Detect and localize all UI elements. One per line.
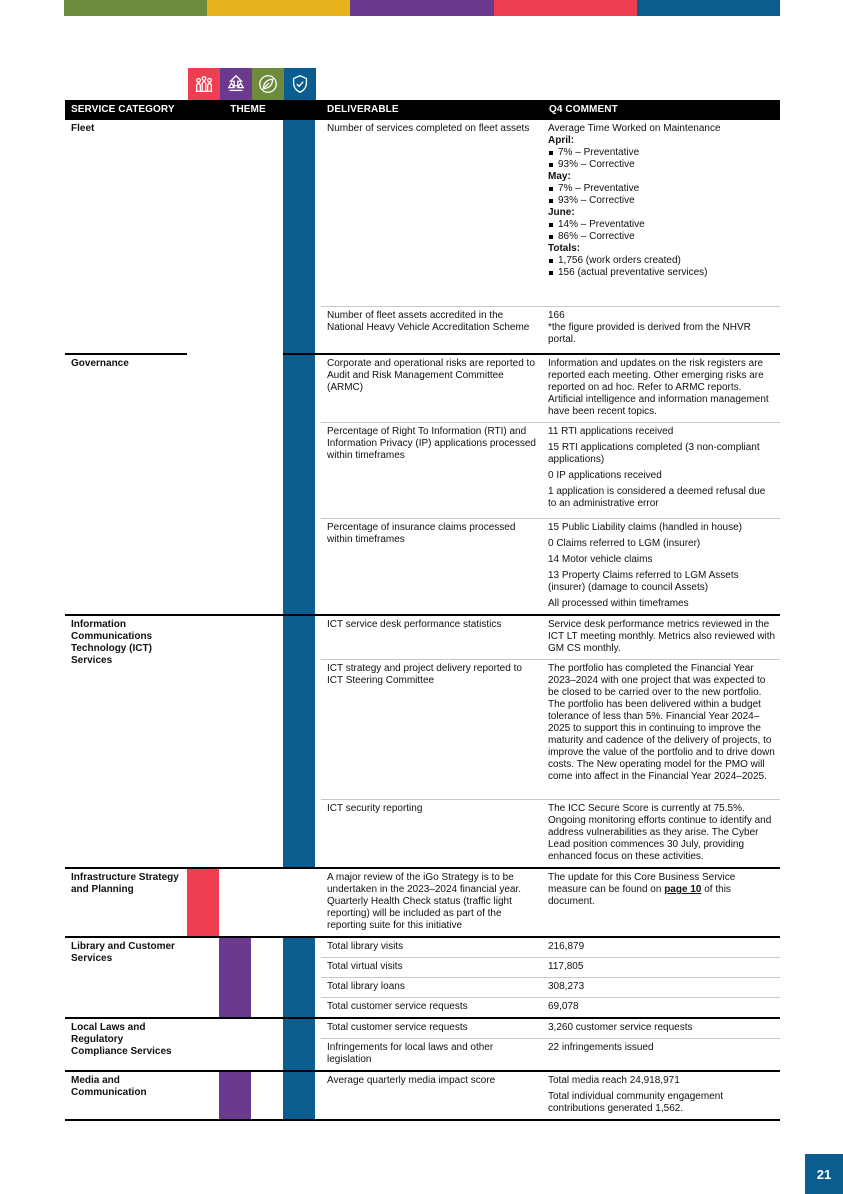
- top-color-bar: [64, 0, 780, 16]
- comment-text: Total individual community engagement contributions generated 1,562.: [548, 1091, 724, 1114]
- comment-cell: 308,273: [543, 978, 780, 998]
- comment-cell: The portfolio has completed the Financial Year 2023–2024 with one project that was expected to be closed to be carried over to the new portfolio. The portfolio has been delivered within a budget tolerance of less than 5%. Financial Year 2024–2025 to support this in continuing to improve the maturity and cadence of the delivery of projects, to improve the value of the portfolio and to drive down costs. The New operating model for the PMO will come into affect in the Financial Year 2024–2025.: [543, 660, 780, 800]
- comment-cell: 69,078: [543, 998, 780, 1019]
- deliverable-cell: Number of services completed on fleet assets: [321, 120, 543, 306]
- category-library: Library and Customer Services: [65, 937, 187, 1018]
- deliverable-cell: ICT security reporting: [321, 800, 543, 869]
- comment-text: All processed within timeframes: [548, 598, 689, 609]
- recycle-icon: [220, 68, 252, 100]
- top-bar-segment: [64, 0, 207, 16]
- comment-heading: Totals:: [548, 243, 581, 254]
- header-q4-comment: Q4 COMMENT: [543, 100, 780, 120]
- comment-cell: 22 infringements issued: [543, 1039, 780, 1072]
- list-item: 7% – Preventative: [548, 183, 776, 195]
- comment-text: 166: [548, 309, 565, 321]
- comment-cell: [543, 120, 780, 306]
- comment-text: 0 Claims referred to LGM (insurer): [548, 538, 701, 549]
- comment-text: 15 RTI applications completed (3 non-compliant applications): [548, 442, 760, 465]
- table-row: [65, 354, 780, 423]
- header-theme: THEME: [187, 100, 315, 120]
- comment-text: 0 IP applications received: [548, 470, 662, 481]
- comment-heading: April:: [548, 135, 575, 146]
- comment-cell: 117,805: [543, 958, 780, 978]
- deliverable-cell: ICT service desk performance statistics: [321, 615, 543, 660]
- deliverable-cell: A major review of the iGo Strategy is to be undertaken in the 2023–2024 financial year. Quarterly Health Check status (traffic light reporting) will be included as part of the reporting suite for this initiative: [321, 868, 543, 937]
- table-row: [65, 868, 780, 937]
- deliverable-cell: Corporate and operational risks are reported to Audit and Risk Management Committee (ARMC): [321, 354, 543, 423]
- comment-text: 13 Property Claims referred to LGM Assets (insurer) (damage to council Assets): [548, 570, 739, 593]
- category-fleet: Fleet: [65, 120, 187, 354]
- theme-marker-purple: [219, 1071, 251, 1120]
- comment-text: *the figure provided is derived from the NHVR portal.: [548, 321, 751, 345]
- deliverable-cell: Percentage of insurance claims processed within timeframes: [321, 519, 543, 616]
- list-item: 7% – Preventative: [548, 147, 776, 159]
- top-bar-segment: [207, 0, 350, 16]
- category-media: Media and Communication: [65, 1071, 187, 1120]
- page-number: 21: [805, 1154, 843, 1194]
- deliverable-cell: ICT strategy and project delivery reported to ICT Steering Committee: [321, 660, 543, 800]
- category-ict: Information Communications Technology (ICT) Services: [65, 615, 187, 868]
- list-item: 86% – Corrective: [548, 231, 776, 243]
- list-item: 156 (actual preventative services): [548, 267, 776, 279]
- deliverable-cell: Infringements for local laws and other legislation: [321, 1039, 543, 1072]
- comment-heading: June:: [548, 207, 575, 218]
- comment-text: The update for this Core Business Service measure can be found on: [548, 872, 736, 895]
- deliverable-cell: Number of fleet assets accredited in the National Heavy Vehicle Accreditation Scheme: [321, 306, 543, 354]
- category-infrastructure: Infrastructure Strategy and Planning: [65, 868, 187, 937]
- leaf-icon: [252, 68, 284, 100]
- shield-icon: [284, 68, 316, 100]
- top-bar-segment: [637, 0, 780, 16]
- category-governance: Governance: [65, 354, 187, 615]
- table-header: [65, 100, 780, 120]
- category-local-laws: Local Laws and Regulatory Compliance Services: [65, 1018, 187, 1071]
- comment-cell: [543, 1071, 780, 1120]
- comment-cell: 3,260 customer service requests: [543, 1018, 780, 1039]
- table-row: [65, 1071, 780, 1120]
- comment-cell: The ICC Secure Score is currently at 75.5%. Ongoing monitoring efforts continue to identify and address vulnerabilities as they arise. The Cyber Lead position commences 30 July, providing enhanced focus on these activities.: [543, 800, 780, 869]
- comment-text: 14 Motor vehicle claims: [548, 554, 653, 565]
- list-item: 93% – Corrective: [548, 195, 776, 207]
- comment-cell: [543, 423, 780, 519]
- table-row: [65, 1018, 780, 1039]
- comment-cell: [543, 519, 780, 616]
- comment-text: 15 Public Liability claims (handled in house): [548, 522, 742, 533]
- list-item: 14% – Preventative: [548, 219, 776, 231]
- theme-marker-blue: [283, 937, 315, 1018]
- comment-text: of this document.: [548, 884, 731, 907]
- comment-cell: [543, 868, 780, 937]
- theme-marker-purple: [219, 937, 251, 1018]
- comment-text: Average Time Worked on Maintenance: [548, 123, 721, 134]
- deliverable-cell: Total library loans: [321, 978, 543, 998]
- comment-text: 1 application is considered a deemed refusal due to an administrative error: [548, 486, 766, 509]
- header-deliverable: DELIVERABLE: [321, 100, 543, 120]
- theme-marker-blue: [283, 615, 315, 868]
- services-table: [65, 100, 780, 1121]
- deliverable-cell: Total customer service requests: [321, 998, 543, 1019]
- table-row: [65, 120, 780, 306]
- comment-list: [548, 255, 776, 279]
- comment-text: Total media reach 24,918,971: [548, 1075, 680, 1086]
- top-bar-segment: [494, 0, 637, 16]
- list-item: 93% – Corrective: [548, 159, 776, 171]
- comment-cell: 216,879: [543, 937, 780, 958]
- table-row: [65, 615, 780, 660]
- comment-cell: Service desk performance metrics reviewed in the ICT LT meeting monthly. Metrics also reviewed with GM CS monthly.: [543, 615, 780, 660]
- community-icon: [188, 68, 220, 100]
- deliverable-cell: Total customer service requests: [321, 1018, 543, 1039]
- table-row: [65, 937, 780, 958]
- comment-list: [548, 147, 776, 171]
- deliverable-cell: Percentage of Right To Information (RTI) and Information Privacy (IP) applications processed within timeframes: [321, 423, 543, 519]
- theme-marker-blue: [283, 120, 315, 354]
- header-service-category: SERVICE CATEGORY: [65, 100, 187, 120]
- comment-cell: [543, 306, 780, 354]
- comment-list: [548, 183, 776, 207]
- theme-icons: [188, 68, 316, 100]
- comment-heading: May:: [548, 171, 571, 182]
- comment-text: 11 RTI applications received: [548, 426, 674, 437]
- theme-marker-red: [187, 868, 219, 937]
- theme-marker-blue: [283, 1018, 315, 1071]
- list-item: 1,756 (work orders created): [548, 255, 776, 267]
- theme-marker-blue: [283, 1071, 315, 1120]
- comment-cell: Information and updates on the risk registers are reported each meeting. Other emerging risks are reported on ad hoc. Refer to ARMC reports. Artificial intelligence and information management have been recent topics.: [543, 354, 780, 423]
- theme-marker-blue: [283, 354, 315, 615]
- deliverable-cell: Average quarterly media impact score: [321, 1071, 543, 1120]
- top-bar-segment: [350, 0, 493, 16]
- deliverable-cell: Total library visits: [321, 937, 543, 958]
- deliverable-cell: Total virtual visits: [321, 958, 543, 978]
- page-link[interactable]: page 10: [664, 884, 702, 895]
- comment-list: [548, 219, 776, 243]
